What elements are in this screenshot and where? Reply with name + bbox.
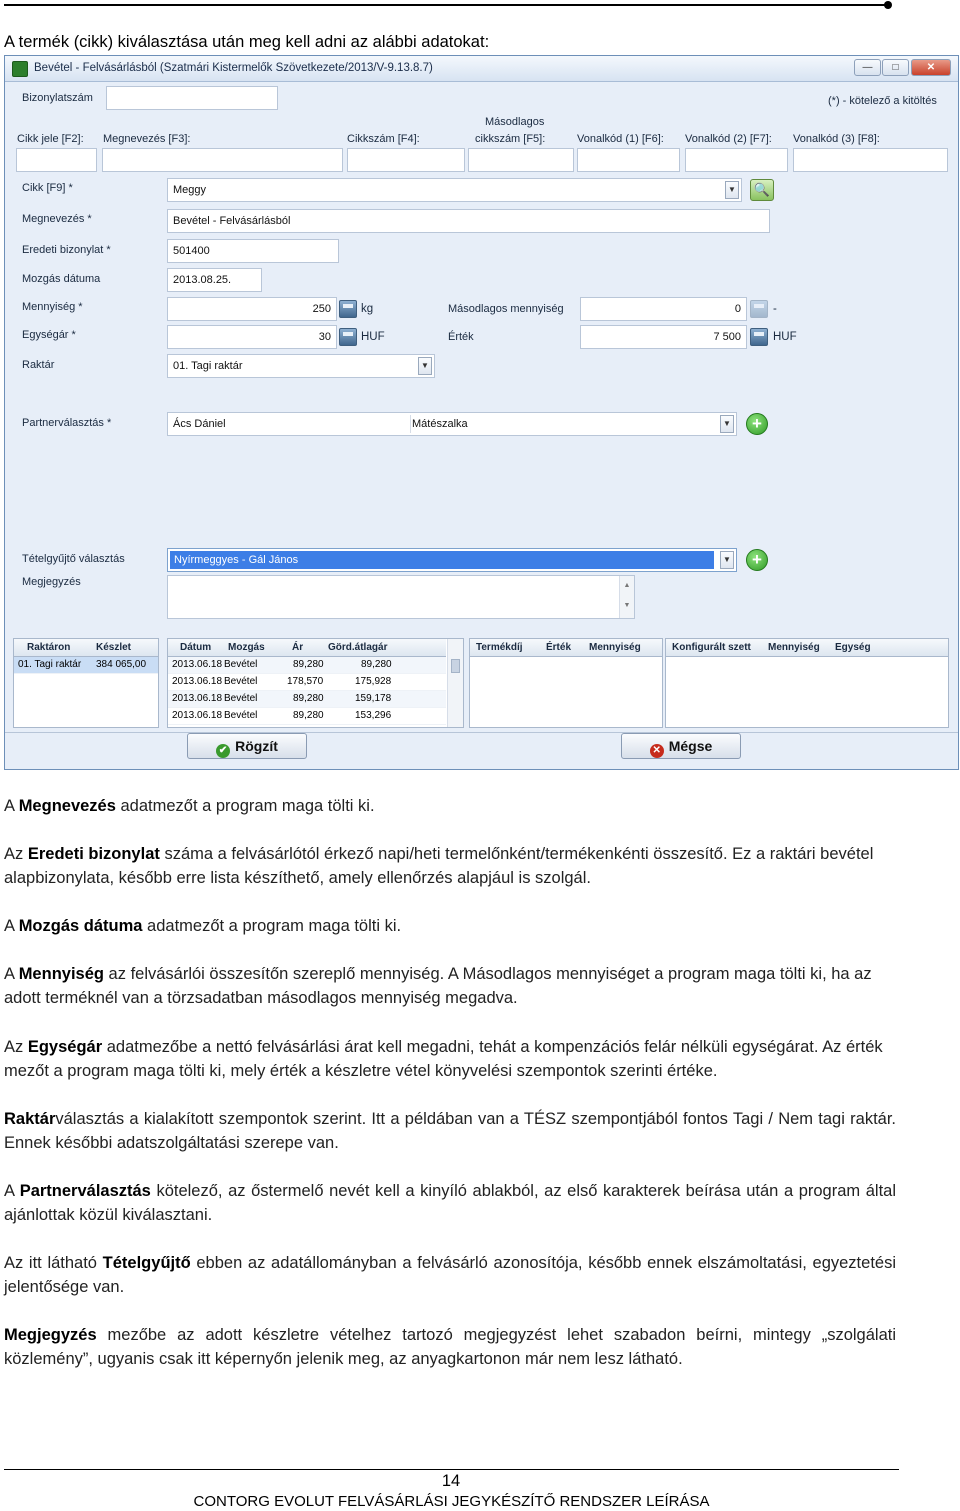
masodlagos-mennyiseg-label: Másodlagos mennyiség bbox=[448, 303, 564, 315]
minimize-button[interactable]: — bbox=[854, 59, 881, 76]
cikk-label: Cikk [F9] * bbox=[22, 182, 73, 194]
app-icon bbox=[12, 61, 28, 77]
raktar-select[interactable]: 01. Tagi raktár bbox=[167, 354, 435, 378]
egysegar-label: Egységár * bbox=[22, 329, 76, 341]
eredeti-bizonylat-label: Eredeti bizonylat * bbox=[22, 244, 111, 256]
config-grid bbox=[665, 638, 949, 728]
page-number: 14 bbox=[441, 1472, 461, 1490]
maximize-button[interactable]: □ bbox=[882, 59, 909, 76]
cikkszam-input[interactable] bbox=[347, 148, 465, 172]
cikk-jele-input[interactable] bbox=[16, 148, 97, 172]
header-raktaron: Raktáron bbox=[27, 642, 71, 653]
paragraph-mozgas-datuma: A Mozgás dátuma adatmezőt a program maga tölti ki. bbox=[4, 917, 402, 935]
vonalkod2-input[interactable] bbox=[685, 148, 788, 172]
form-body bbox=[5, 82, 958, 770]
table-row[interactable] bbox=[168, 657, 446, 674]
partner-name: Ács Dániel bbox=[173, 418, 226, 430]
chevron-down-icon[interactable]: ▼ bbox=[725, 181, 739, 199]
calculator-icon[interactable] bbox=[339, 300, 357, 318]
masodlagos-mennyiseg-unit: - bbox=[773, 303, 777, 315]
header-mennyiseg: Mennyiség bbox=[589, 642, 641, 653]
add-tetel-icon[interactable]: + bbox=[746, 549, 768, 571]
paragraph-tetelgyujto: Az itt látható Tételgyűjtő ebben az adatállományban a felvásárló azonosítója, később ennek elszámoltatási, egyeztetési jelentősége van. bbox=[4, 1254, 896, 1296]
header-termekdij: Termékdíj bbox=[476, 642, 523, 653]
cell: 01. Tagi raktár bbox=[18, 659, 82, 670]
paragraph-megnevezes: A Megnevezés adatmezőt a program maga tölti ki. bbox=[4, 797, 375, 815]
moves-grid-header bbox=[168, 639, 446, 657]
table-row[interactable] bbox=[168, 708, 446, 725]
cell: 153,296 bbox=[355, 710, 392, 721]
raktar-label: Raktár bbox=[22, 359, 55, 371]
cell: 2013.06.18 bbox=[172, 676, 223, 687]
window-title: Bevétel - Felvásárlásból (Szatmári Kistermelők Szövetkezete/2013/V-9.13.8.7) bbox=[34, 62, 433, 74]
partner-label: Partnerválasztás * bbox=[22, 417, 112, 429]
paragraph-partnervalasztas: A Partnerválasztás kötelező, az őstermelő nevét kell a kinyíló ablakból, az első karakterek beírása után a program által ajánlottak közül kiválasztani. bbox=[4, 1182, 896, 1224]
chevron-down-icon[interactable]: ▼ bbox=[720, 551, 734, 569]
cell: Bevétel bbox=[224, 693, 258, 704]
stock-grid bbox=[13, 638, 159, 728]
mennyiseg-label: Mennyiség * bbox=[22, 301, 83, 313]
tetel-label: Tételgyűjtő választás bbox=[22, 553, 125, 565]
megnevezes-label: Megnevezés * bbox=[22, 213, 92, 225]
cikk-select[interactable]: Meggy bbox=[167, 178, 742, 202]
grid-scrollbar[interactable] bbox=[447, 639, 463, 727]
cell: 384 065,00 bbox=[96, 659, 147, 670]
title-bar bbox=[5, 56, 958, 82]
header-keszlet: Készlet bbox=[96, 642, 132, 653]
paragraph-eredeti-bizonylat: Az Eredeti bizonylat száma a felvásárlótól érkező napi/heti termelőnként/termékenkénti összesítő. Ez a raktári bevétel alapbizonylata, később erre lista készíthető, amely ellenőrzés alapjául is szolgál. bbox=[4, 845, 874, 887]
masodlagos-cikkszam-input[interactable] bbox=[468, 148, 574, 172]
cancel-button[interactable] bbox=[621, 733, 741, 759]
cikk-jele-header: Cikk jele [F2]: bbox=[17, 133, 84, 145]
egysegar-field[interactable]: 30 bbox=[167, 325, 337, 349]
check-icon: ✔ bbox=[216, 744, 230, 758]
calculator-icon[interactable] bbox=[339, 328, 357, 346]
footer-title: CONTORG EVOLUT FELVÁSÁRLÁSI JEGYKÉSZÍTŐ RENDSZER LEÍRÁSA bbox=[193, 1493, 710, 1510]
calculator-icon bbox=[750, 300, 768, 318]
vonalkod2-header: Vonalkód (2) [F7]: bbox=[685, 133, 772, 145]
ertek-field[interactable]: 7 500 bbox=[580, 325, 747, 349]
paragraph-megjegyzes: Megjegyzés mezőbe az adott készletre vételhez tartozó megjegyzést lehet szabadon beírni, mintegy „szolgálati közlemény”, ugyanis csak itt képernyőn jelenik meg, az anyagkartonon már nem lesz látható. bbox=[4, 1326, 896, 1368]
config-grid-header bbox=[666, 639, 948, 657]
cikkszam-header: Cikkszám [F4]: bbox=[347, 133, 420, 145]
chevron-down-icon[interactable]: ▼ bbox=[720, 415, 734, 433]
megnevezes-search-input[interactable] bbox=[102, 148, 343, 172]
header-mennyiseg: Mennyiség bbox=[768, 642, 820, 653]
footer-rule bbox=[4, 1469, 899, 1470]
chevron-down-icon[interactable]: ▼ bbox=[418, 357, 432, 375]
cell: 89,280 bbox=[293, 659, 324, 670]
cell: Bevétel bbox=[224, 676, 258, 687]
megnevezes-field[interactable]: Bevétel - Felvásárlásból bbox=[167, 209, 770, 233]
paragraph-egysegar: Az Egységár adatmezőbe a nettó felvásárlási árat kell megadni, tehát a kompenzációs felár nélküli egységárat. Az érték mezőt a program maga tölti ki, mely érték a készletre vétel könyvelési szempontok szerinti értéke. bbox=[4, 1038, 883, 1080]
eredeti-bizonylat-field[interactable]: 501400 bbox=[167, 239, 339, 263]
partner-divider bbox=[410, 415, 411, 433]
megjegyzes-label: Megjegyzés bbox=[22, 576, 81, 588]
header-datum: Dátum bbox=[180, 642, 212, 653]
partner-select[interactable] bbox=[167, 412, 737, 436]
table-row[interactable] bbox=[168, 691, 446, 708]
button-bar-divider bbox=[5, 732, 958, 733]
fees-grid bbox=[469, 638, 663, 728]
masodlagos-mennyiseg-field[interactable]: 0 bbox=[580, 297, 747, 321]
cancel-label: Mégse bbox=[668, 738, 713, 754]
cell: 2013.06.18 bbox=[172, 693, 223, 704]
add-partner-icon[interactable]: + bbox=[746, 413, 768, 435]
app-window bbox=[4, 55, 959, 770]
stock-grid-header bbox=[14, 639, 158, 657]
cell: 175,928 bbox=[355, 676, 392, 687]
megnevezes-header: Megnevezés [F3]: bbox=[103, 133, 191, 145]
cell: 178,570 bbox=[287, 676, 324, 687]
close-icon: ✕ bbox=[650, 744, 664, 758]
ertek-unit: HUF bbox=[773, 331, 797, 343]
top-rule bbox=[4, 4, 890, 6]
table-row[interactable] bbox=[168, 674, 446, 691]
masodlagos-header-2: cikkszám [F5]: bbox=[475, 133, 546, 145]
cell: 2013.06.18 bbox=[172, 710, 223, 721]
cell: 89,280 bbox=[293, 710, 324, 721]
cell: Bevétel bbox=[224, 710, 258, 721]
mozgas-datuma-field[interactable]: 2013.08.25. bbox=[167, 268, 262, 292]
cell: 159,178 bbox=[355, 693, 392, 704]
megjegyzes-textarea[interactable] bbox=[167, 575, 635, 619]
table-row[interactable] bbox=[14, 657, 158, 674]
header-konfiguralt-szett: Konfigurált szett bbox=[672, 642, 751, 653]
paragraph-raktar: Raktárválasztás a kialakított szempontok szerint. Itt a példában van a TÉSZ szempontjából fontos Tagi / Nem tagi raktár. Ennek későbbi adatszolgáltatási szerepe van. bbox=[4, 1110, 896, 1152]
mennyiseg-unit: kg bbox=[361, 303, 374, 315]
required-note: (*) - kötelező a kitöltés bbox=[828, 95, 937, 107]
bizonylatszam-input[interactable] bbox=[106, 86, 278, 110]
egysegar-unit: HUF bbox=[361, 331, 385, 343]
cell: Bevétel bbox=[224, 659, 258, 670]
moves-grid bbox=[167, 638, 464, 728]
calculator-icon[interactable] bbox=[750, 328, 768, 346]
masodlagos-header-1: Másodlagos bbox=[485, 116, 545, 128]
mozgas-datuma-label: Mozgás dátuma bbox=[22, 273, 101, 285]
top-rule-dot bbox=[884, 1, 892, 9]
ertek-label: Érték bbox=[448, 331, 474, 343]
tetel-selected: Nyírmeggyes - Gál János bbox=[170, 551, 714, 569]
save-button[interactable] bbox=[187, 733, 307, 759]
partner-city: Mátészalka bbox=[412, 418, 468, 430]
textarea-scrollbar[interactable]: ▲ ▼ bbox=[619, 576, 634, 618]
bizonylatszam-label: Bizonylatszám bbox=[22, 92, 93, 104]
header-egyseg: Egység bbox=[835, 642, 871, 653]
close-button[interactable]: ✕ bbox=[911, 59, 951, 76]
header-ertek: Érték bbox=[546, 642, 572, 653]
intro-text: A termék (cikk) kiválasztása után meg kell adni az alábbi adatokat: bbox=[4, 33, 490, 51]
mennyiseg-field[interactable]: 250 bbox=[167, 297, 337, 321]
header-ar: Ár bbox=[292, 642, 304, 653]
vonalkod3-input[interactable] bbox=[793, 148, 948, 172]
fees-grid-header bbox=[470, 639, 662, 657]
vonalkod3-header: Vonalkód (3) [F8]: bbox=[793, 133, 880, 145]
vonalkod1-input[interactable] bbox=[577, 148, 680, 172]
cell: 89,280 bbox=[293, 693, 324, 704]
vonalkod1-header: Vonalkód (1) [F6]: bbox=[577, 133, 664, 145]
cell: 2013.06.18 bbox=[172, 659, 223, 670]
header-mozgas: Mozgás bbox=[228, 642, 265, 653]
header-gord-atlagar: Görd.átlagár bbox=[328, 642, 388, 653]
tetel-select[interactable] bbox=[167, 548, 737, 572]
search-icon[interactable]: 🔍 bbox=[750, 179, 774, 201]
save-label: Rögzít bbox=[235, 738, 278, 754]
cell: 89,280 bbox=[361, 659, 392, 670]
paragraph-mennyiseg: A Mennyiség az felvásárlói összesítőn szereplő mennyiség. A Másodlagos mennyiséget a program maga tölti ki, ha az adott terméknél van a törzsadatban másodlagos mennyiség megadva. bbox=[4, 965, 872, 1007]
